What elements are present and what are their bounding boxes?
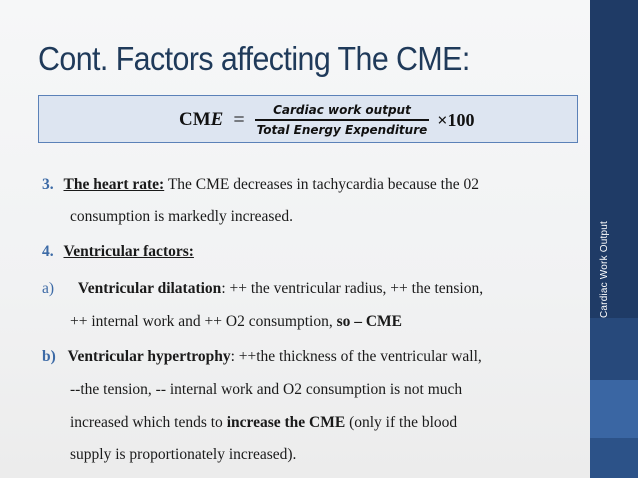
item-a-heading: Ventricular dilatation [77, 280, 222, 297]
sidebar-block-accent [590, 380, 638, 438]
item-a-line-1: a) Ventricular dilatation: ++ the ventricular radius, ++ the tension, [42, 280, 484, 297]
formula-equals: = [233, 108, 245, 131]
item-3-line-1 [42, 176, 479, 194]
item-b-line-2: --the tension, -- internal work and O2 consumption is not much [70, 381, 463, 398]
sidebar-label: Cardiac Work Output [599, 221, 610, 318]
item-4-line [42, 243, 194, 261]
item-b-marker: b) [42, 348, 56, 365]
item-4-marker: 4. [42, 243, 54, 260]
fraction-bar [255, 119, 430, 121]
sidebar-block [590, 318, 638, 380]
item-3-text: The CME decreases in tachycardia because the 02 [164, 176, 479, 193]
item-b-line-1: b) Ventricular hypertrophy: ++the thickness of the ventricular wall, [42, 348, 482, 365]
formula-box [38, 95, 578, 143]
item-b-line-3: increased which tends to increase the CME (only if the blood [70, 414, 458, 431]
item-a-marker: a) [42, 280, 55, 297]
formula-fraction [255, 103, 430, 137]
item-4-heading: Ventricular factors: [63, 243, 194, 260]
item-b-line-4: supply is proportionately increased). [70, 446, 297, 463]
cme-formula [179, 99, 475, 141]
item-3-marker: 3. [42, 176, 54, 193]
item-3-heading: The heart rate: [63, 176, 165, 193]
formula-lhs: CME [179, 109, 224, 130]
sidebar-block [590, 438, 638, 478]
item-b-heading: Ventricular hypertrophy [67, 348, 231, 365]
item-3-line-2: consumption is markedly increased. [70, 208, 293, 225]
item-a-line-2: ++ internal work and ++ O2 consumption, so – CME [70, 313, 403, 330]
slide-title: Cont. Factors affecting The CME: [38, 40, 470, 77]
formula-numerator: Cardiac work output [273, 103, 411, 118]
formula-multiplier: ×100 [437, 109, 475, 130]
formula-denominator: Total Energy Expenditure [256, 122, 428, 137]
